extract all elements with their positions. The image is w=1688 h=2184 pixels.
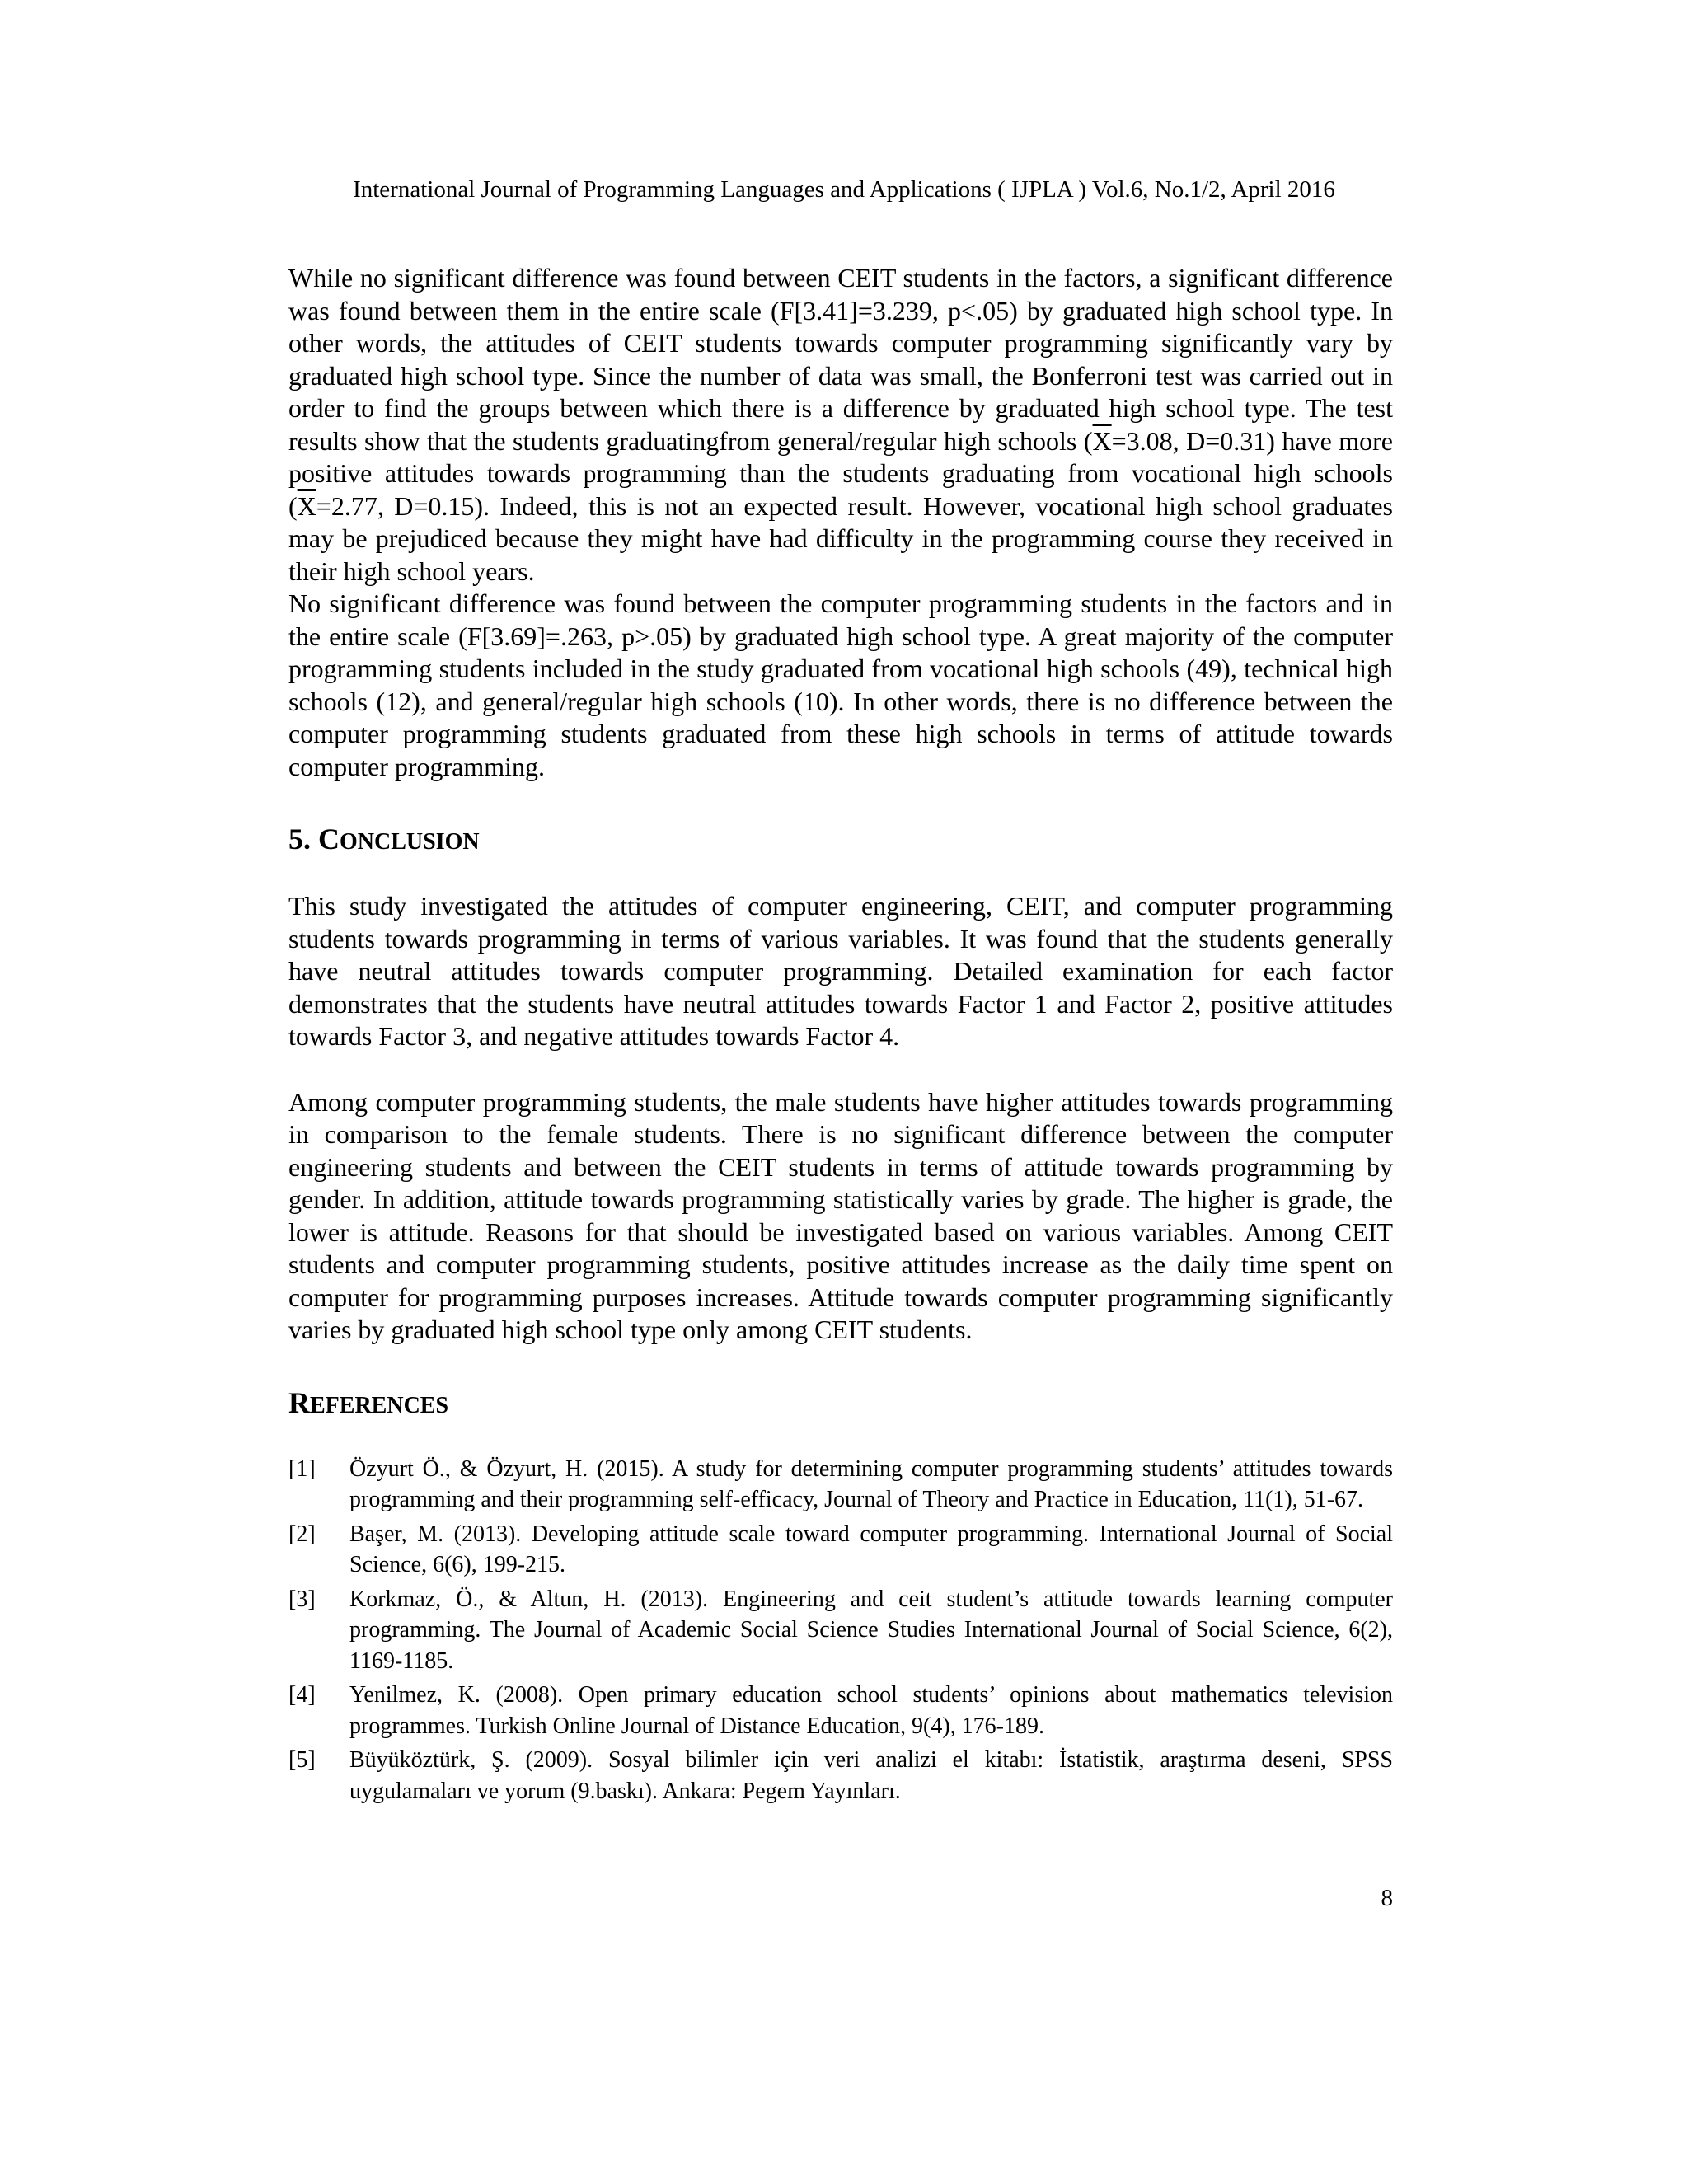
reference-text: Başer, M. (2013). Developing attitude scale toward computer programming. International Journal of Social Science, 6(6), 199-215.	[349, 1521, 1393, 1577]
references-heading-initial: R	[288, 1385, 310, 1419]
conclusion-heading	[288, 821, 1393, 860]
body-paragraph-1	[288, 262, 1393, 588]
reference-number: [5]	[288, 1747, 316, 1773]
references-heading-rest: EFERENCES	[310, 1392, 449, 1418]
body-paragraph-1-part-b: =3.08, D=0.31) have more positive attitudes towards programming than the students graduating from vocational high schools (	[288, 425, 1394, 521]
conclusion-heading-number: 5.	[288, 823, 318, 855]
reference-text: Özyurt Ö., & Özyurt, H. (2015). A study for determining computer programming students’ attitudes towards programming and their programming self-efficacy, Journal of Theory and Practice in Education, 11(1), 51-67.	[349, 1455, 1393, 1512]
body-paragraph-2: No significant difference was found between the computer programming students in the factors and in the entire scale (F[3.69]=.263, p>.05) by graduated high school type. A great majority of the computer programming students included in the study graduated from vocational high schools (49), technical high schools (12), and general/regular high schools (10). In other words, there is no difference between the computer programming students graduated from these high schools in terms of attitude towards computer programming.	[288, 588, 1393, 781]
body-paragraph-1-part-a: While no significant difference was found between CEIT students in the factors, a significant difference was found between them in the entire scale (F[3.41]=3.239, p<.05) by graduated high school type. In other words, the attitudes of CEIT students towards computer programming significantly vary by graduated high school type. Since the number of data was small, the Bonferroni test was carried out in order to find the groups between which there is a difference by graduated high school type. The test results show that the students graduatingfrom general/regular high schools (	[288, 263, 1393, 456]
conclusion-paragraph-1: This study investigated the attitudes of computer engineering, CEIT, and computer programming students towards programming in terms of various variables. It was found that the students generally have neutral attitudes towards computer programming. Detailed examination for each factor demonstrates that the students have neutral attitudes towards Factor 1 and Factor 2, positive attitudes towards Factor 3, and negative attitudes towards Factor 4.	[288, 891, 1393, 1051]
reference-text: Korkmaz, Ö., & Altun, H. (2013). Engineering and ceit student’s attitude towards learning computer programming. The Journal of Academic Social Science Studies International Journal of Social Science, 6(2), 1169-1185.	[349, 1586, 1393, 1674]
mean-symbol: $\overline{X}$	[297, 490, 316, 521]
reference-item	[288, 1519, 1393, 1581]
reference-number: [2]	[288, 1521, 316, 1547]
conclusion-paragraph-2: Among computer programming students, the male students have higher attitudes towards programming in comparison to the female students. There is no significant difference between the computer engineering students and between the CEIT students in terms of attitude towards programming by gender. In addition, attitude towards programming statistically varies by grade. The higher is grade, the lower is attitude. Reasons for that should be investigated based on various variables. Among CEIT students and computer programming students, positive attitudes increase as the daily time spent on computer for programming purposes increases. Attitude towards computer programming significantly varies by graduated high school type only among CEIT students.	[288, 1086, 1393, 1344]
reference-text: Yenilmez, K. (2008). Open primary education school students’ opinions about mathematics television programmes. Turkish Online Journal of Distance Education, 9(4), 176-189.	[349, 1682, 1393, 1739]
reference-item	[288, 1454, 1393, 1516]
reference-number: [1]	[288, 1455, 316, 1482]
reference-item	[288, 1584, 1393, 1677]
reference-text: Büyüköztürk, Ş. (2009). Sosyal bilimler için veri analizi el kitabı: İstatistik, araştırma deseni, SPSS uygulamaları ve yorum (9.baskı). Ankara: Pegem Yayınları.	[349, 1747, 1393, 1804]
body-paragraph-1-part-c: =2.77, D=0.15). Indeed, this is not an expected result. However, vocational high school graduates may be prejudiced because they might have had difficulty in the programming course they received in their high school years.	[288, 490, 1393, 586]
reference-number: [3]	[288, 1586, 316, 1612]
running-header: International Journal of Programming Languages and Applications ( IJPLA ) Vol.6, No.1/2, April 2016	[353, 176, 1335, 203]
page-number: 8	[1381, 1885, 1393, 1911]
references-heading	[288, 1385, 1393, 1424]
mean-symbol: $\overline{X}$	[1092, 425, 1112, 456]
reference-item	[288, 1680, 1393, 1741]
conclusion-heading-rest: ONCLUSION	[340, 829, 480, 855]
page-content	[288, 262, 1393, 1810]
reference-list	[288, 1454, 1393, 1807]
conclusion-heading-initial: C	[318, 823, 340, 855]
reference-number: [4]	[288, 1682, 316, 1708]
reference-item	[288, 1745, 1393, 1807]
